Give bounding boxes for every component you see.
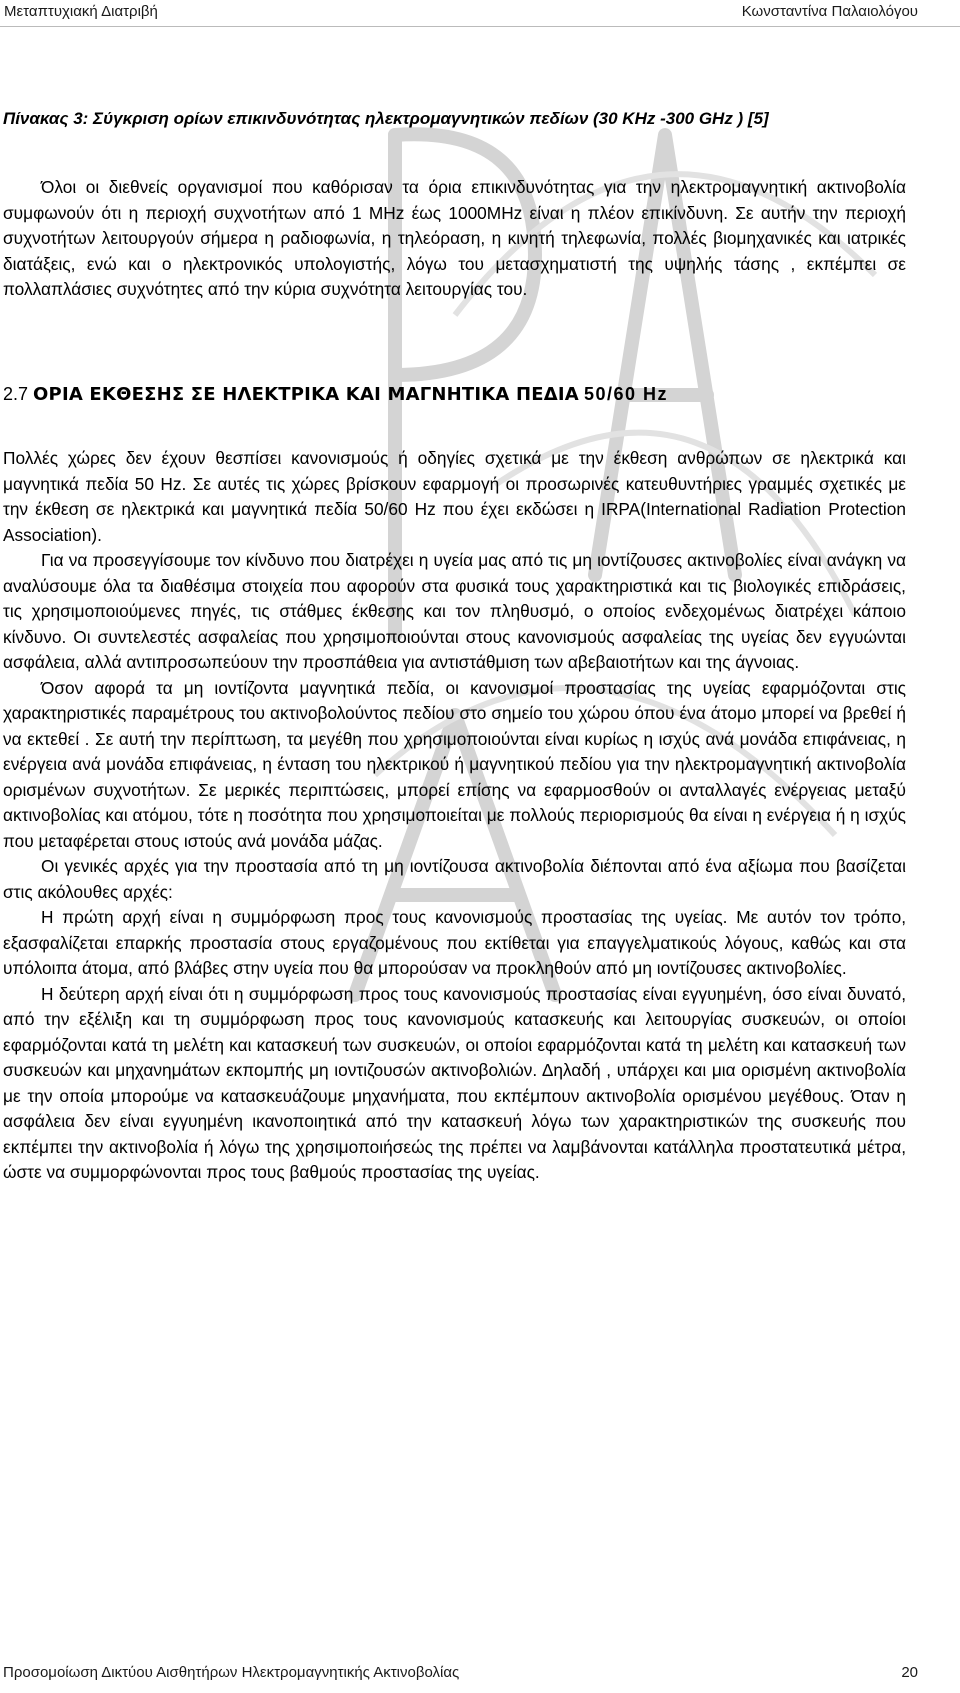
body-paragraph: Η δεύτερη αρχή είναι ότι η συμμόρφωση προς τους κανονισμούς προστασίας είναι εγγυημένη, όσο είναι δυνατό, από την εξέλιξη και τη συμμόρφωση προς τους κανονισμούς κατασκευής και λειτουργίας συσκευών, οι οποίοι εφαρμόζονται κατά τη μελέτη και κατασκευή των συσκευών, οι οποίοι εφαρμόζονται κατά τη μελέτη και κατασκευή των συσκευών και μηχανημάτων εκπομπής μη ιοντιζουσών ακτινοβολιών. Δηλαδή , υπάρχει και μια ορισμένη ακτινοβολία με την οποία μπορούμε να κατασκευάζουμε μηχανήματα, που εκπέμπουν ακτινοβολία ορισμένου μεγέθους. Όταν η ασφάλεια δεν είναι εγγυημένη ικανοποιητικά από την κατασκευή λόγω των χαρακτηριστικών της συσκευής που εκπέμπει την ακτινοβολία ή λόγω της χρησιμοποιήσεώς της πρέπει να λαμβάνονται κατάλληλα προστατευτικά μέτρα, ώστε να συμμορφώνονται προς τους βαθμούς προστασίας της υγείας. (3, 983, 906, 1182)
section-frequency: 50/60 Hz (583, 384, 668, 404)
intro-paragraph: Όλοι οι διεθνείς οργανισμοί που καθόρισαν τα όρια επικινδυνότητας για την ηλεκτρομαγνητική ακτινοβολία συμφωνούν ότι η περιοχή συχνοτήτων από 1 MHz έως 1000MHz είναι η πλέον επικίνδυνη. Σε αυτήν την περιοχή συχνοτήτων λειτουργούν σήμερα η ραδιοφωνία, η τηλεόραση, η κινητή τηλεφωνία, πολλές βιομηχανικές και ιατρικές διατάξεις, ενώ και ο ηλεκτρονικός υπολογιστής, λόγω του μετασχηματιστή της υψηλής τάσης , εκπέμπει σε πολλαπλάσιες συχνότητες από την κύρια συχνότητα λειτουργίας του. (3, 177, 906, 299)
body-paragraph: Η πρώτη αρχή είναι η συμμόρφωση προς τους κανονισμούς προστασίας της υγείας. Με αυτόν τον τρόπο, εξασφαλίζεται επαρκής προστασία στους εργαζομένους που εκτίθεται για επαγγελματικούς λόγους, καθώς και στα υπόλοιπα άτομα, από βλάβες στην υγεία που θα μπορούσαν να προκληθούν από μη ιοντίζουσες ακτινοβολίες. (3, 907, 906, 978)
header-divider (0, 26, 960, 27)
page-footer (0, 1660, 960, 1693)
table-caption: Πίνακας 3: Σύγκριση ορίων επικινδυνότητας ηλεκτρομαγνητικών πεδίων (30 KHz -300 GHz ) [5] (3, 109, 769, 128)
header-author: Κωνσταντίνα Παλαιολόγου (741, 3, 918, 20)
intro-section (3, 175, 906, 303)
section-title: ΟΡΙΑ ΕΚΘΕΣΗΣ ΣΕ ΗΛΕΚΤΡΙΚΑ ΚΑΙ ΜΑΓΝΗΤΙΚΑ ΠΕΔΙΑ (33, 384, 579, 405)
body-paragraph: Για να προσεγγίσουμε τον κίνδυνο που διατρέχει η υγεία μας από τις μη ιοντίζουσες ακτινοβολίες είναι ανάγκη να αναλύσουμε όλα τα διαθέσιμα στοιχεία που αφορούν στα φυσικά τους χαρακτηριστικά και τις βιολογικές επιδράσεις, τις χρησιμοποιούμενες πηγές, τις στάθμες έκθεσης και τον πληθυσμό, ο οποίος ενδεχομένως διατρέχει κάποιο κίνδυνο. Οι συντελεστές ασφαλείας που χρησιμοποιούνται στους κανονισμούς ασφαλείας της υγείας δεν εγγυώνται ασφάλεια, αλλά αντιπροσωπεύουν την προσπάθεια για αντιστάθμιση των αβεβαιοτήτων και της άγνοιας. (3, 550, 906, 672)
section-number: 2.7 (3, 384, 29, 404)
footer-title: Προσομοίωση Δικτύου Αισθητήρων Ηλεκτρομαγνητικής Ακτινοβολίας (3, 1664, 460, 1681)
body-paragraph: Πολλές χώρες δεν έχουν θεσπίσει κανονισμούς ή οδηγίες σχετικά με την έκθεση ανθρώπων σε ηλεκτρικά και μαγνητικά πεδία 50 Hz. Σε αυτές τις χώρες βρίσκουν εφαρμογή οι προσωρινές κατευθυντήριες γραμμές σχετικές με την έκθεση σε ηλεκτρικά και μαγνητικά πεδία 50/60 Hz που έχει εκδώσει η IRPA(International Radiation Protection Association). (3, 448, 906, 545)
section-heading (3, 384, 668, 405)
body-paragraph: Όσον αφορά τα μη ιοντίζοντα μαγνητικά πεδία, οι κανονισμοί προστασίας της υγείας εφαρμόζονται στις χαρακτηριστικές παραμέτρους του ακτινοβολούντος πεδίου στο σημείο του χώρου όπου ένα άτομο μπορεί να βρεθεί ή να εκτεθεί . Σε αυτή την περίπτωση, τα μεγέθη που χρησιμοποιούνται είναι κυρίως η ισχύς ανά μονάδα επιφάνειας, η ενέργεια ανά μονάδα επιφάνειας, η ένταση του ηλεκτρικού ή μαγνητικού πεδίου για την ηλεκτρομαγνητική ακτινοβολία ορισμένων συχνοτήτων. Σε μερικές περιπτώσεις, μπορεί επίσης να εφαρμοσθούν οι ανταλλαγές ενέργειας μεταξύ ακτινοβολίας και ατόμου, τότε η ποσότητα που χρησιμοποιείται με πολλούς περιορισμούς θα είναι η ενέργεια ή η ισχύς που μεταφέρεται στους ιστούς ανά μονάδα μάζας. (3, 677, 906, 851)
header-thesis-label: Μεταπτυχιακή Διατριβή (4, 3, 158, 20)
body-paragraph: Οι γενικές αρχές για την προστασία από τη μη ιοντίζουσα ακτινοβολία διέπονται από ένα αξίωμα που βασίζεται στις ακόλουθες αρχές: (3, 856, 906, 902)
section-body (3, 446, 906, 1186)
page-number: 20 (901, 1664, 918, 1681)
page-header (0, 0, 960, 40)
